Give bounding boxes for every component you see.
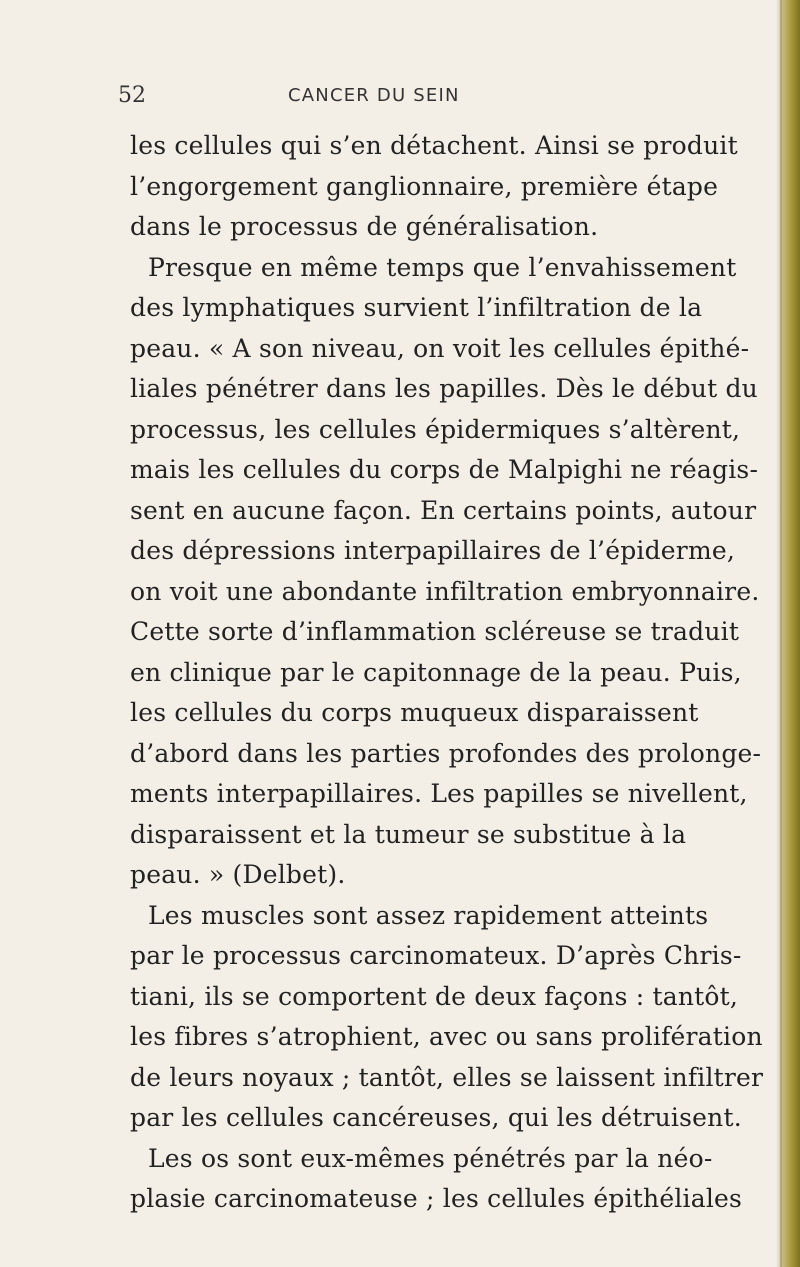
text-line: mais les cellules du corps de Malpighi ne réagis- bbox=[130, 455, 759, 484]
running-head bbox=[118, 83, 784, 113]
text-line: en clinique par le capitonnage de la peau. Puis, bbox=[130, 657, 742, 687]
text-line: ments interpapillaires. Les papilles se nivellent, bbox=[130, 779, 748, 808]
text-line: des dépressions interpapillaires de l’épiderme, bbox=[130, 536, 735, 565]
text-line: d’abord dans les parties profondes des prolonge- bbox=[130, 738, 762, 768]
text-line: par le processus carcinomateux. D’après Chris- bbox=[130, 941, 742, 970]
text-line: disparaissent et la tumeur se substitue à la bbox=[130, 819, 687, 849]
page-edge bbox=[780, 0, 800, 1267]
text-line: Presque en même temps que l’envahissement bbox=[148, 252, 737, 282]
text-line: tiani, ils se comportent de deux façons : tantôt, bbox=[130, 981, 739, 1011]
text-line: peau. » (Delbet). bbox=[130, 860, 346, 889]
text-line: par les cellules cancéreuses, qui les détruisent. bbox=[130, 1103, 742, 1132]
body-text bbox=[130, 126, 780, 1220]
text-line: Les muscles sont assez rapidement atteints bbox=[148, 900, 709, 930]
text-line: dans le processus de généralisation. bbox=[130, 212, 599, 241]
text-line: liales pénétrer dans les papilles. Dès le début du bbox=[130, 374, 758, 403]
page-number: 52 bbox=[118, 83, 146, 108]
text-line: de leurs noyaux ; tantôt, elles se laissent infiltrer bbox=[130, 1062, 764, 1092]
running-title: CANCER DU SEIN bbox=[288, 85, 460, 106]
text-line: sent en aucune façon. En certains points, autour bbox=[130, 495, 757, 525]
text-line: plasie carcinomateuse ; les cellules épithéliales bbox=[130, 1184, 743, 1213]
text-line: processus, les cellules épidermiques s’altèrent, bbox=[130, 414, 741, 444]
text-line: les fibres s’atrophient, avec ou sans prolifération bbox=[130, 1022, 763, 1051]
text-line: Les os sont eux-mêmes pénétrés par la néo- bbox=[148, 1143, 713, 1173]
text-line: Cette sorte d’inflammation scléreuse se traduit bbox=[130, 617, 740, 646]
text-line: peau. « A son niveau, on voit les cellules épithé- bbox=[130, 333, 750, 363]
text-line: les cellules du corps muqueux disparaissent bbox=[130, 698, 699, 727]
text-line: on voit une abondante infiltration embryonnaire. bbox=[130, 576, 760, 606]
text-line: l’engorgement ganglionnaire, première étape bbox=[130, 171, 719, 201]
text-line: les cellules qui s’en détachent. Ainsi se produit bbox=[130, 131, 738, 160]
text-line: des lymphatiques survient l’infiltration de la bbox=[130, 293, 703, 322]
